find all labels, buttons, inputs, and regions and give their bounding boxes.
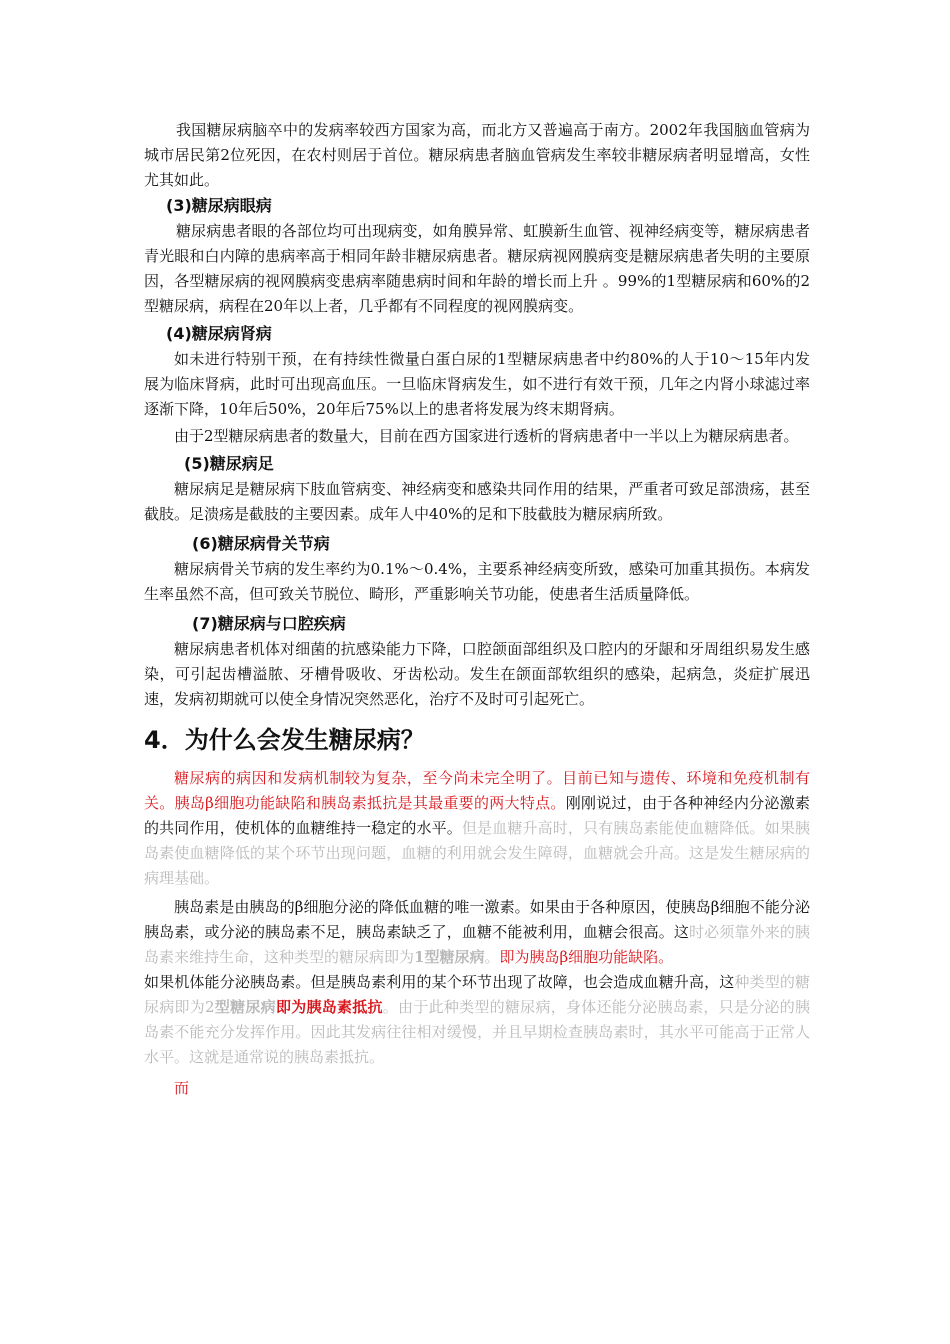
heading-eye-disease: (3)糖尿病眼病 bbox=[166, 196, 272, 215]
heading-bone-joint: (6)糖尿病骨关节病 bbox=[192, 534, 330, 553]
document-body bbox=[144, 118, 810, 1101]
paragraph-oral-disease: 糖尿病患者机体对细菌的抗感染能力下降，口腔颌面部组织及口腔内的牙龈和牙周组织易发生感染，可引起齿槽溢脓、牙槽骨吸收、牙齿松动。发生在颌面部软组织的感染，起病急，炎症扩展迅速，发病初期就可以使全身情况突然恶化，治疗不及时可引起死亡。 bbox=[144, 640, 810, 708]
cause-1-highlight: 糖尿病的病因和发病机制较为复杂，至今尚未完全明了。目前已知与遗传、环境和免疫机制有关。胰岛β细胞功能缺陷和胰岛素抵抗是其最重要的两大特点。 bbox=[144, 769, 810, 812]
cause-2-faded-bold: 1型糖尿病 bbox=[414, 948, 485, 966]
paragraph-cause-1 bbox=[144, 766, 810, 891]
cause-2-text: 胰岛素是由胰岛的β细胞分泌的降低血糖的唯一激素。如果由于各种原因，使胰岛β细胞不能分泌胰岛素，或分泌的胰岛素不足，胰岛素缺乏了，血糖不能被利用，血糖会很高。这 bbox=[144, 898, 810, 941]
cause-3-faded-bold: 型糖尿病 bbox=[214, 998, 276, 1016]
paragraph-eye-disease: 糖尿病患者眼的各部位均可出现病变，如角膜异常、虹膜新生血管、视神经病变等，糖尿病患者青光眼和白内障的患病率高于相同年龄非糖尿病患者。糖尿病视网膜病变是糖尿病患者失明的主要原因，各型糖尿病的视网膜病变患病率随患病时间和年龄的增长而上升 。99%的1型糖尿病和60%的2型糖尿病，病程在20年以上者，几乎都有不同程度的视网膜病变。 bbox=[144, 222, 810, 315]
heading-oral-disease: (7)糖尿病与口腔疾病 bbox=[192, 614, 346, 633]
cause-3-faded-end: 。由于此种类型的糖尿病，身体还能分泌胰岛素，只是分泌的胰岛素不能充分发挥作用。因此其发病往往相对缓慢，并且早期检查胰岛素时，其水平可能高于正常人水平。这就是通常说的胰岛素抵抗。 bbox=[144, 998, 810, 1066]
paragraph-stroke: 我国糖尿病脑卒中的发病率较西方国家为高，而北方又普遍高于南方。2002年我国脑血管病为城市居民第2位死因，在农村则居于首位。糖尿病患者脑血管病发生率较非糖尿病者明显增高，女性尤其如此。 bbox=[144, 121, 810, 189]
heading-diabetic-foot: (5)糖尿病足 bbox=[184, 454, 274, 473]
cause-4-highlight: 而 bbox=[174, 1079, 190, 1097]
cause-3-text: 如果机体能分泌胰岛素。但是胰岛素利用的某个环节出现了故障，也会造成血糖升高，这 bbox=[144, 973, 735, 991]
cause-2-highlight: 即为胰岛β细胞功能缺陷。 bbox=[499, 948, 674, 966]
cause-3-faded: 种类型的糖尿病即为2 bbox=[144, 973, 810, 1016]
paragraph-cause-3 bbox=[144, 970, 810, 1070]
paragraph-diabetic-foot: 糖尿病足是糖尿病下肢血管病变、神经病变和感染共同作用的结果，严重者可致足部溃疡，甚至截肢。足溃疡是截肢的主要因素。成年人中40%的足和下肢截肢为糖尿病所致。 bbox=[144, 480, 810, 523]
cause-2-faded: 时必须靠外来的胰岛素来维持生命，这种类型的糖尿病即为 bbox=[144, 923, 810, 966]
section-heading-cause: 4．为什么会发生糖尿病？ bbox=[144, 726, 425, 754]
paragraph-cause-4 bbox=[144, 1076, 810, 1101]
paragraph-cause-2 bbox=[144, 895, 810, 970]
cause-3-highlight: 即为胰岛素抵抗 bbox=[275, 998, 383, 1016]
cause-2-faded-end: 。 bbox=[484, 948, 500, 966]
heading-kidney-disease: (4)糖尿病肾病 bbox=[166, 324, 272, 343]
paragraph-kidney-disease-2: 由于2型糖尿病患者的数量大，目前在西方国家进行透析的肾病患者中一半以上为糖尿病患者。 bbox=[174, 427, 799, 445]
paragraph-kidney-disease-1: 如未进行特别干预，在有持续性微量白蛋白尿的1型糖尿病患者中约80%的人于10～15年内发展为临床肾病，此时可出现高血压。一旦临床肾病发生，如不进行有效干预，几年之内肾小球滤过率逐渐下降，10年后50%，20年后75%以上的患者将发展为终末期肾病。 bbox=[144, 350, 810, 418]
cause-1-faded: 但是血糖升高时，只有胰岛素能使血糖降低。如果胰岛素使血糖降低的某个环节出现问题，血糖的利用就会发生障碍，血糖就会升高。这是发生糖尿病的病理基础。 bbox=[144, 819, 810, 887]
cause-1-text: 刚刚说过，由于各种神经内分泌激素的共同作用，使机体的血糖维持一稳定的水平。 bbox=[144, 794, 810, 837]
paragraph-bone-joint: 糖尿病骨关节病的发生率约为0.1%～0.4%，主要系神经病变所致，感染可加重其损伤。本病发生率虽然不高，但可致关节脱位、畸形，严重影响关节功能，使患者生活质量降低。 bbox=[144, 560, 810, 603]
